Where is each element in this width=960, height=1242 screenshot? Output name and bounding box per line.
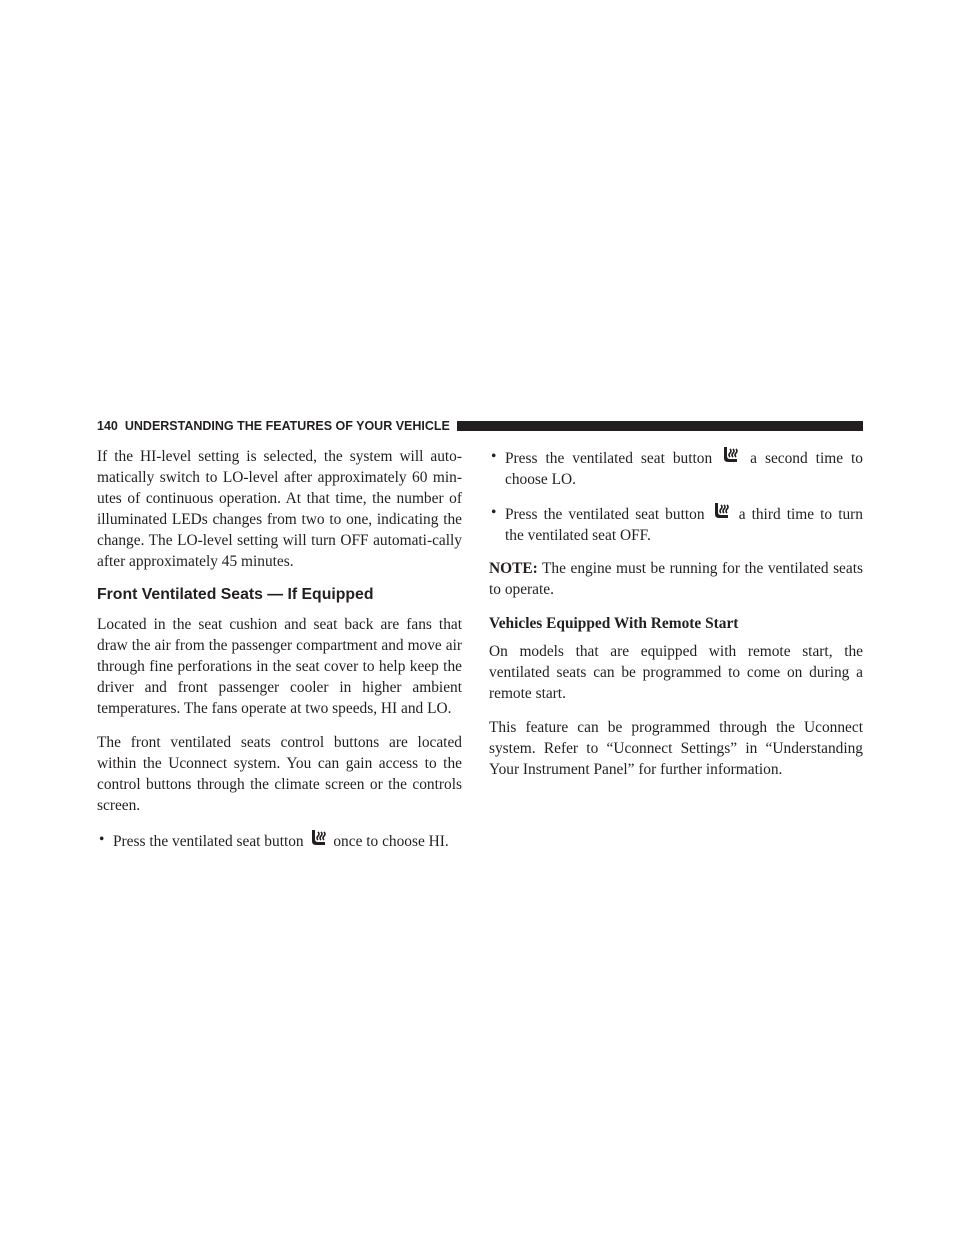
bullet-text-after: a second time to choose LO. <box>505 450 863 488</box>
remote-start-paragraph: On models that are equipped with remote start, the ventilated seats can be programmed to come on during a remote start. <box>489 643 863 702</box>
bullet-text-after: once to choose HI. <box>333 833 449 850</box>
section-title: UNDERSTANDING THE FEATURES OF YOUR VEHICLE <box>124 419 450 433</box>
bullet-dot: • <box>491 504 497 521</box>
bullet-off <box>489 502 863 546</box>
ventilated-seat-icon <box>722 446 740 466</box>
bullet-dot: • <box>99 831 105 848</box>
note-paragraph <box>489 558 863 600</box>
page-header <box>97 418 863 434</box>
left-column <box>97 446 462 864</box>
header-rule <box>457 421 863 431</box>
bullet-lo <box>489 446 863 490</box>
bullet-dot: • <box>491 448 497 465</box>
page-number: 140 <box>97 419 118 433</box>
bullet-hi <box>97 829 462 852</box>
fans-paragraph: Located in the seat cushion and seat back are fans that draw the air from the passenger compartment and move air through fine perforations in the seat cover to help keep the driver and front passenger cooler in higher ambient temperatures. The fans operate at two speeds, HI and LO. <box>97 616 462 717</box>
right-column <box>489 446 863 793</box>
bullet-text-after: a third time to turn the ventilated seat OFF. <box>505 506 863 544</box>
hi-level-paragraph: If the HI-level setting is selected, the system will auto-matically switch to LO-level after approximately 60 min-utes of continuous operation. At that time, the number of illuminated LEDs changes from two to one, indicating the change. The LO-level setting will turn OFF automati-cally after approximately 45 minutes. <box>97 448 462 570</box>
ventilated-seat-icon <box>713 502 731 522</box>
uconnect-paragraph: This feature can be programmed through the Uconnect system. Refer to “Uconnect Settings” in “Understanding Your Instrument Panel” for further information. <box>489 719 863 778</box>
remote-start-heading: Vehicles Equipped With Remote Start <box>489 615 739 632</box>
bullet-text-before: Press the ventilated seat button <box>505 450 713 467</box>
section-heading: Front Ventilated Seats — If Equipped <box>97 586 374 603</box>
controls-paragraph: The front ventilated seats control buttons are located within the Uconnect system. You can gain access to the control buttons through the climate screen or the controls screen. <box>97 734 462 814</box>
bullet-text-before: Press the ventilated seat button <box>505 506 705 523</box>
note-label: NOTE: <box>489 560 538 577</box>
ventilated-seat-icon <box>310 829 328 849</box>
note-text: The engine must be running for the ventilated seats to operate. <box>489 560 863 598</box>
bullet-text-before: Press the ventilated seat button <box>113 833 304 850</box>
